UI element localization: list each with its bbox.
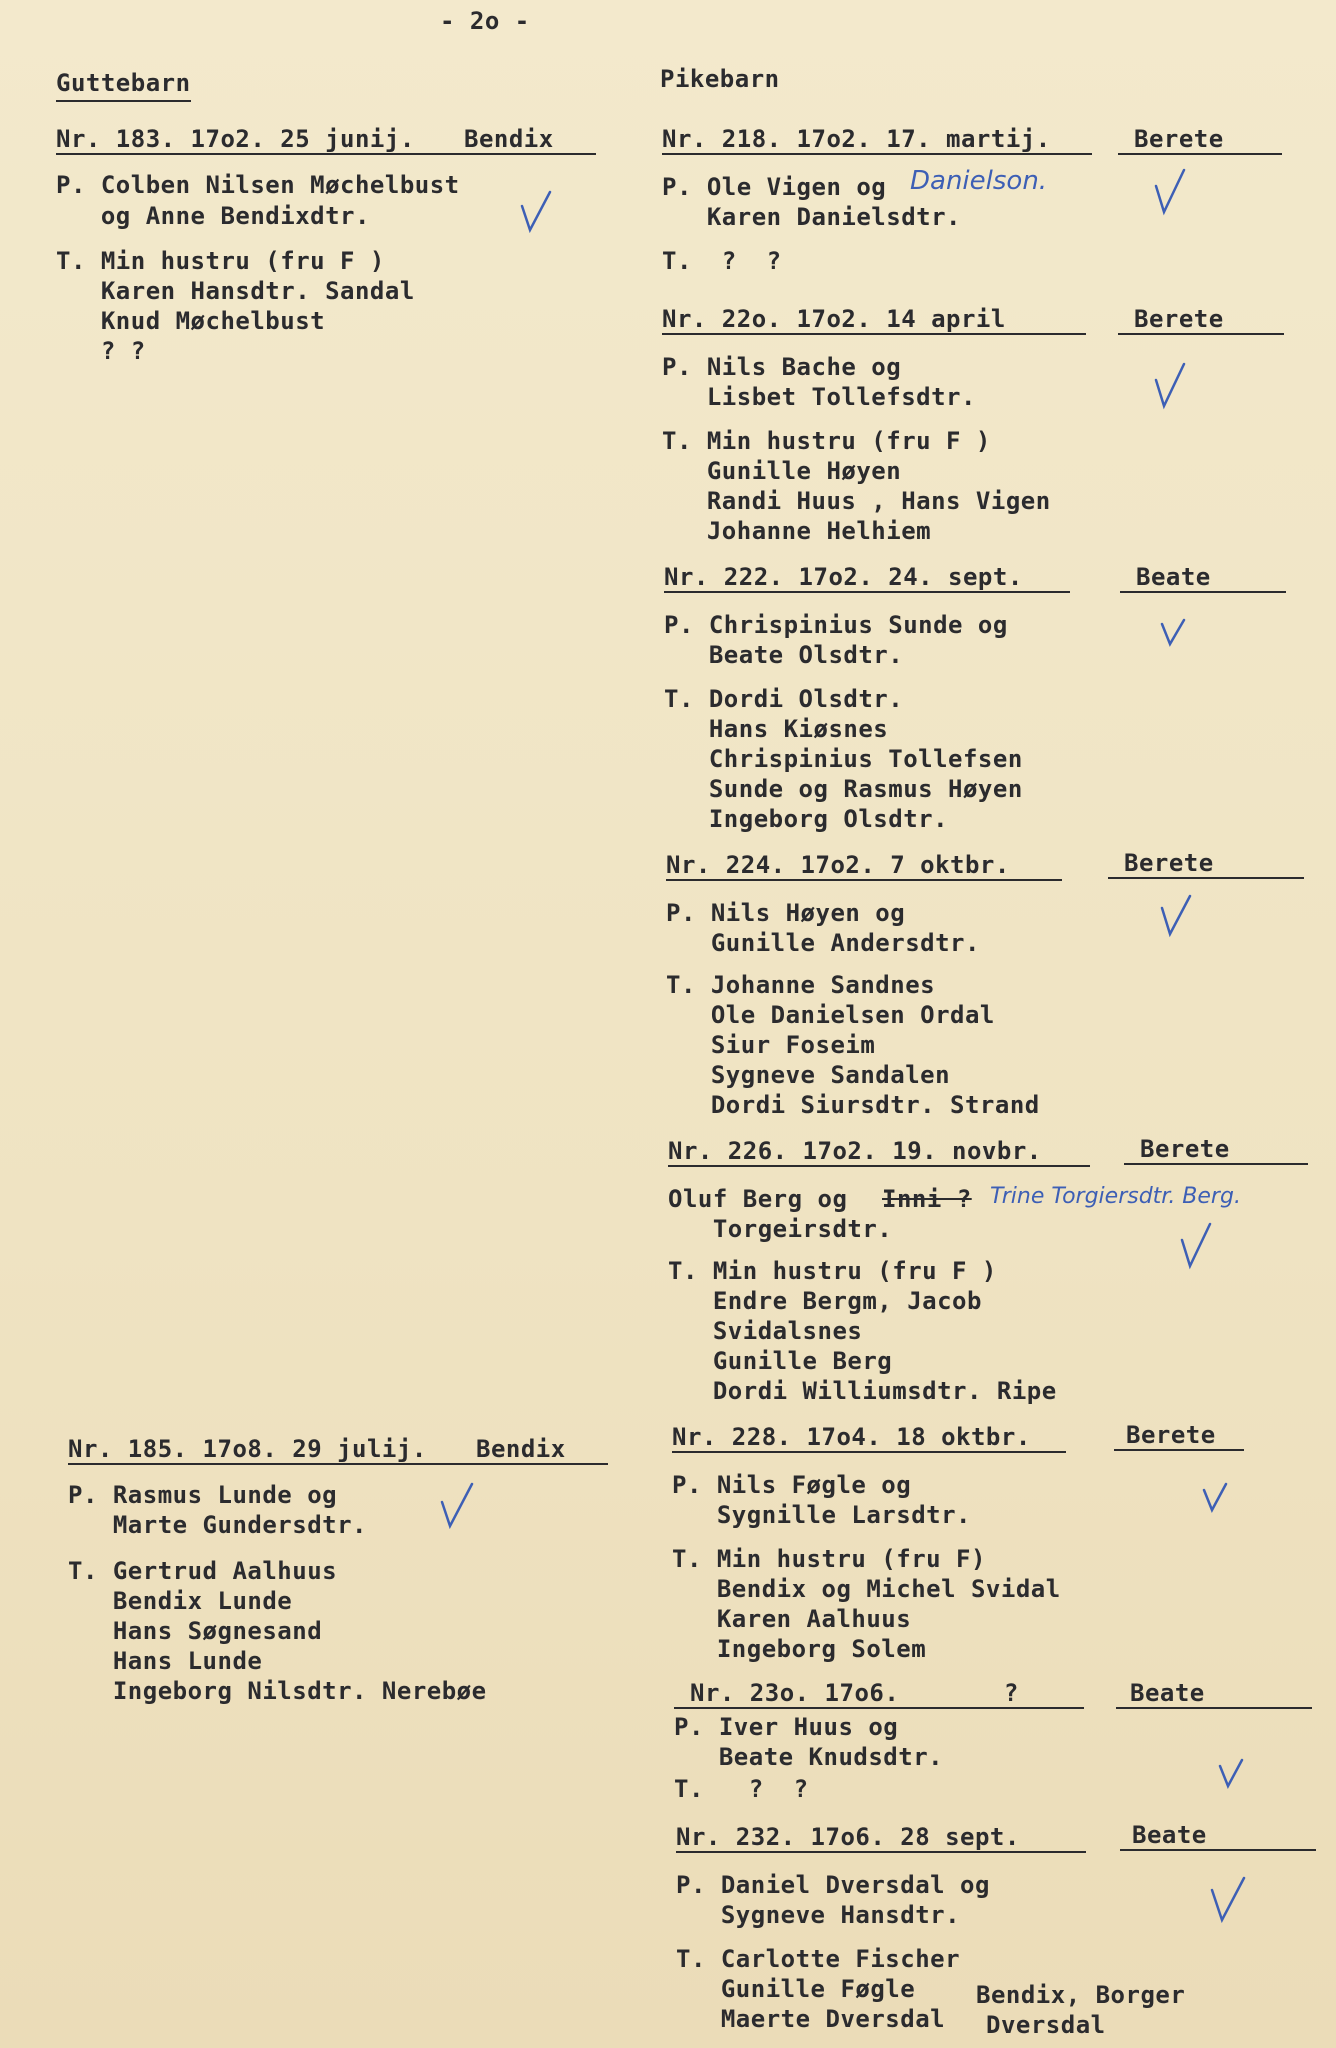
parents-line: P. Colben Nilsen Møchelbust <box>56 171 460 199</box>
entry-rule <box>672 1451 1066 1453</box>
witness-line: T. ? ? <box>662 247 782 275</box>
page-number: - 2o - <box>440 7 530 35</box>
entry-header: Nr. 218. 17o2. 17. martij. <box>662 125 1051 153</box>
parents-line: P. Daniel Dversdal og <box>676 1871 990 1899</box>
entry-name: Berete <box>1126 1421 1216 1449</box>
struck-text: Inni ? <box>882 1185 972 1213</box>
name-rule <box>1118 153 1282 155</box>
witness-line: Endre Bergm, Jacob <box>668 1287 982 1315</box>
entry-name: Beate <box>1130 1679 1205 1707</box>
parents-line: Sygneve Hansdtr. <box>676 1901 961 1929</box>
witness-line: Hans Søgnesand <box>68 1617 323 1645</box>
entry-rule <box>676 1851 1086 1853</box>
checkmark-icon <box>1208 1874 1248 1924</box>
entry-rule <box>68 1463 608 1465</box>
entry-name: Berete <box>1134 125 1224 153</box>
witness-line: Karen Hansdtr. Sandal <box>56 277 415 305</box>
parents-line: Karen Danielsdtr. <box>662 203 961 231</box>
entry-header: Nr. 22o. 17o2. 14 april <box>662 305 1006 333</box>
witness-line: Hans Kiøsnes <box>664 715 889 743</box>
entry-rule <box>668 1165 1090 1167</box>
witness-line: Svidalsnes <box>668 1317 863 1345</box>
name-rule <box>1124 1163 1308 1165</box>
parents-line: P. Chrispinius Sunde og <box>664 611 1008 639</box>
checkmark-icon <box>436 1480 476 1530</box>
parents-line: Marte Gundersdtr. <box>68 1511 367 1539</box>
witness-line: Hans Lunde <box>68 1647 263 1675</box>
witness-line: Siur Foseim <box>666 1031 876 1059</box>
parents-line: Sygnille Larsdtr. <box>672 1501 971 1529</box>
parents-line: P. Nils Bache og <box>662 353 902 381</box>
witness-line: T. ? ? <box>674 1775 809 1803</box>
entry-name: Berete <box>1140 1135 1230 1163</box>
entry-name: Beate <box>1136 563 1211 591</box>
name-rule <box>1116 1707 1312 1709</box>
checkmark-icon <box>1150 166 1190 216</box>
entry-header: Nr. 185. 17o8. 29 julij. <box>68 1435 427 1463</box>
witness-line: Gunille Føgle <box>676 1975 916 2003</box>
entry-rule <box>674 1707 1084 1709</box>
witness-line: Bendix Lunde <box>68 1587 293 1615</box>
witness-line: Ole Danielsen Ordal <box>666 1001 995 1029</box>
entry-header: Nr. 224. 17o2. 7 oktbr. <box>666 851 1010 879</box>
witness-line: Gunille Berg <box>668 1347 893 1375</box>
entry-header: Nr. 183. 17o2. 25 junij. <box>56 125 415 153</box>
checkmark-icon <box>1212 1752 1252 1802</box>
witness-line: T. Johanne Sandnes <box>666 971 936 999</box>
entry-name: Bendix <box>464 125 554 153</box>
entry-header: Nr. 222. 17o2. 24. sept. <box>664 563 1023 591</box>
witness-line: Dordi Siursdtr. Strand <box>666 1091 1040 1119</box>
entry-header: Nr. 228. 17o4. 18 oktbr. <box>672 1423 1031 1451</box>
witness-line: Ingeborg Olsdtr. <box>664 805 949 833</box>
name-rule <box>1120 1849 1316 1851</box>
entry-rule <box>664 591 1070 593</box>
witness-line: Maerte Dversdal <box>676 2005 946 2033</box>
name-rule <box>1114 1449 1244 1451</box>
witness-line: Johanne Helhiem <box>662 517 932 545</box>
checkmark-icon <box>1176 1220 1216 1270</box>
witness-line: Ingeborg Solem <box>672 1635 927 1663</box>
parents-line: og Anne Bendixdtr. <box>56 202 370 230</box>
witness-line: Randi Huus , Hans Vigen <box>662 487 1051 515</box>
checkmark-icon <box>1150 360 1190 410</box>
witness-line: Ingeborg Nilsdtr. Nerebøe <box>68 1677 487 1705</box>
entry-name: Bendix <box>476 1435 566 1463</box>
entry-name: Berete <box>1124 849 1214 877</box>
witness-line: T. Min hustru (fru F ) <box>662 427 991 455</box>
entry-header: Nr. 232. 17o6. 28 sept. <box>676 1823 1020 1851</box>
parents-line: Beate Olsdtr. <box>664 641 904 669</box>
witness-line: T. Min hustru (fru F ) <box>668 1257 997 1285</box>
witness-line: T. Min hustru (fru F ) <box>56 247 385 275</box>
checkmark-icon <box>1196 1476 1236 1526</box>
checkmark-icon <box>1156 890 1196 940</box>
name-rule <box>1118 333 1284 335</box>
parents-line: Gunille Andersdtr. <box>666 929 980 957</box>
witness-line: Sygneve Sandalen <box>666 1061 951 1089</box>
witness-line: Dordi Williumsdtr. Ripe <box>668 1377 1057 1405</box>
parents-line: P. Ole Vigen og <box>662 173 887 201</box>
parents-line: P. Iver Huus og <box>674 1713 899 1741</box>
parents-line: Torgeirsdtr. <box>668 1215 893 1243</box>
witness-line: Knud Møchelbust <box>56 307 326 335</box>
handwritten-correction: Trine Torgiersdtr. Berg. <box>990 1184 1241 1209</box>
name-rule <box>1108 877 1304 879</box>
entry-rule <box>666 879 1062 881</box>
witness-line: ? ? <box>56 337 146 365</box>
witness-line: T. Min hustru (fru F) <box>672 1545 986 1573</box>
entry-name: Beate <box>1132 1821 1207 1849</box>
parents-line: Beate Knudsdtr. <box>674 1743 944 1771</box>
witness-line: Chrispinius Tollefsen <box>664 745 1023 773</box>
witness-line: T. Carlotte Fischer <box>676 1945 961 1973</box>
right-column-heading: Pikebarn <box>660 65 780 93</box>
witness-line: T. Dordi Olsdtr. <box>664 685 904 713</box>
entry-name: Berete <box>1134 305 1224 333</box>
parents-line: P. Rasmus Lunde og <box>68 1481 338 1509</box>
entry-rule <box>662 153 1092 155</box>
name-rule <box>1120 591 1286 593</box>
entry-header: Nr. 226. 17o2. 19. novbr. <box>668 1137 1042 1165</box>
witness-line: Bendix og Michel Svidal <box>672 1575 1061 1603</box>
witness-line: Sunde og Rasmus Høyen <box>664 775 1023 803</box>
left-column-heading: Guttebarn <box>56 68 191 102</box>
parents-line: P. Nils Høyen og <box>666 899 906 927</box>
entry-rule <box>662 333 1086 335</box>
parents-line: Lisbet Tollefsdtr. <box>662 383 976 411</box>
entry-rule <box>56 153 596 155</box>
parents-line: P. Nils Føgle og <box>672 1471 912 1499</box>
parents-line: Oluf Berg og <box>668 1185 848 1213</box>
checkmark-icon <box>516 186 556 236</box>
entry-header: Nr. 23o. 17o6. ? <box>690 1679 1019 1707</box>
checkmark-icon <box>1154 610 1194 660</box>
witness-line: Gunille Høyen <box>662 457 902 485</box>
witness-line: Karen Aalhuus <box>672 1605 912 1633</box>
witness-extra: Bendix, Borger <box>976 1981 1186 2009</box>
handwritten-note: Danielson. <box>910 166 1048 196</box>
witness-extra: Dversdal <box>986 2011 1106 2039</box>
witness-line: T. Gertrud Aalhuus <box>68 1557 338 1585</box>
